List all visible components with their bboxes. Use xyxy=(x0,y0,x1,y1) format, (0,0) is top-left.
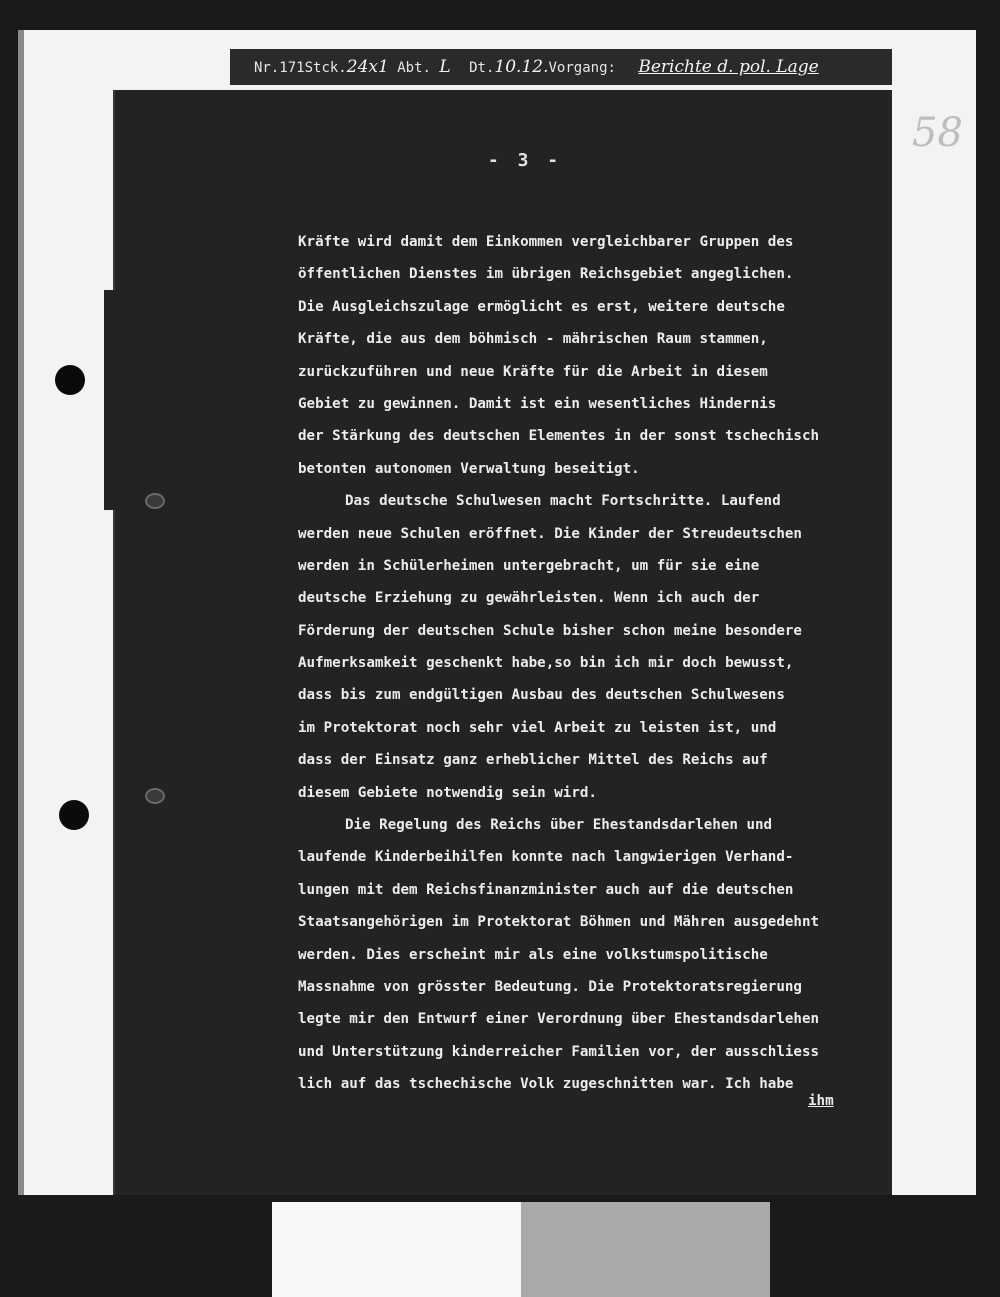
text-line: Staatsangehörigen im Protektorat Böhmen und Mähren ausgedehnt xyxy=(298,914,820,931)
text-line: im Protektorat noch sehr viel Arbeit zu leisten ist, und xyxy=(298,719,777,736)
text-line: lungen mit dem Reichsfinanzminister auch auf die deutschen xyxy=(298,881,794,898)
staple-ring-bottom xyxy=(145,788,165,804)
text-line: Kräfte, die aus dem böhmisch - mährischen Raum stammen, xyxy=(298,331,768,348)
text-line: dass bis zum endgültigen Ausbau des deutschen Schulwesens xyxy=(298,687,785,704)
archive-header-strip xyxy=(230,49,892,85)
document-page-number: - 3 - xyxy=(487,150,563,171)
dt-label: Dt. xyxy=(469,60,495,76)
catchword: ihm xyxy=(808,1093,834,1109)
text-line: diesem Gebiete notwendig sein wird. xyxy=(298,784,597,801)
text-line: öffentlichen Dienstes im übrigen Reichsgebiet angeglichen. xyxy=(298,266,794,283)
vorgang-label: Vorgang: xyxy=(548,60,616,76)
vorgang-value: Berichte d. pol. Lage xyxy=(638,57,819,77)
text-line: werden in Schülerheimen untergebracht, um für sie eine xyxy=(298,557,760,574)
text-line: der Stärkung des deutschen Elementes in der sonst tschechisch xyxy=(298,428,820,445)
stck-label: Stck. xyxy=(304,60,347,76)
punch-hole-bottom xyxy=(59,800,89,830)
text-line: werden neue Schulen eröffnet. Die Kinder der Streudeutschen xyxy=(298,525,802,542)
text-line: deutsche Erziehung zu gewährleisten. Wenn ich auch der xyxy=(298,590,760,607)
text-line: betonten autonomen Verwaltung beseitigt. xyxy=(298,460,640,477)
text-line: laufende Kinderbeihilfen konnte nach langwierigen Verhand- xyxy=(298,849,794,866)
dt-value: 10.12. xyxy=(494,57,549,77)
staple-ring-top xyxy=(145,493,165,509)
abt-label: Abt. xyxy=(397,60,431,76)
text-line: Die Regelung des Reichs über Ehestandsdarlehen und xyxy=(345,817,773,834)
text-line: Das deutsche Schulwesen macht Fortschritte. Laufend xyxy=(345,493,781,510)
text-line: Die Ausgleichszulage ermöglicht es erst, weitere deutsche xyxy=(298,298,785,315)
text-line: Aufmerksamkeit geschenkt habe,so bin ich mir doch bewusst, xyxy=(298,655,794,672)
calibration-patch-white xyxy=(272,1202,521,1297)
nr-value: 171 xyxy=(279,60,305,76)
sheet-edge xyxy=(18,30,24,1195)
text-line: Förderung der deutschen Schule bisher schon meine besondere xyxy=(298,622,802,639)
text-line: und Unterstützung kinderreicher Familien vor, der ausschliess xyxy=(298,1043,820,1060)
text-line: dass der Einsatz ganz erheblicher Mittel des Reichs auf xyxy=(298,752,768,769)
text-line: legte mir den Entwurf einer Verordnung über Ehestandsdarlehen xyxy=(298,1011,820,1028)
calibration-patch-gray xyxy=(521,1202,770,1297)
handwritten-folio-number: 58 xyxy=(912,110,963,156)
document-edge-notch xyxy=(104,290,118,510)
stck-value: 24x1 xyxy=(346,57,389,77)
text-line: werden. Dies erscheint mir als eine volkstumspolitische xyxy=(298,946,768,963)
nr-label: Nr. xyxy=(254,60,280,76)
text-line: Kräfte wird damit dem Einkommen vergleichbarer Gruppen des xyxy=(298,234,794,250)
punch-hole-top xyxy=(55,365,85,395)
document-body-text xyxy=(298,226,898,1101)
abt-value: L xyxy=(439,57,451,77)
text-line: zurückzuführen und neue Kräfte für die Arbeit in diesem xyxy=(298,363,768,380)
text-line: Massnahme von grösster Bedeutung. Die Protektoratsregierung xyxy=(298,978,802,995)
text-line: Gebiet zu gewinnen. Damit ist ein wesentliches Hindernis xyxy=(298,395,777,412)
text-line: lich auf das tschechische Volk zugeschnitten war. Ich habe xyxy=(298,1076,794,1093)
